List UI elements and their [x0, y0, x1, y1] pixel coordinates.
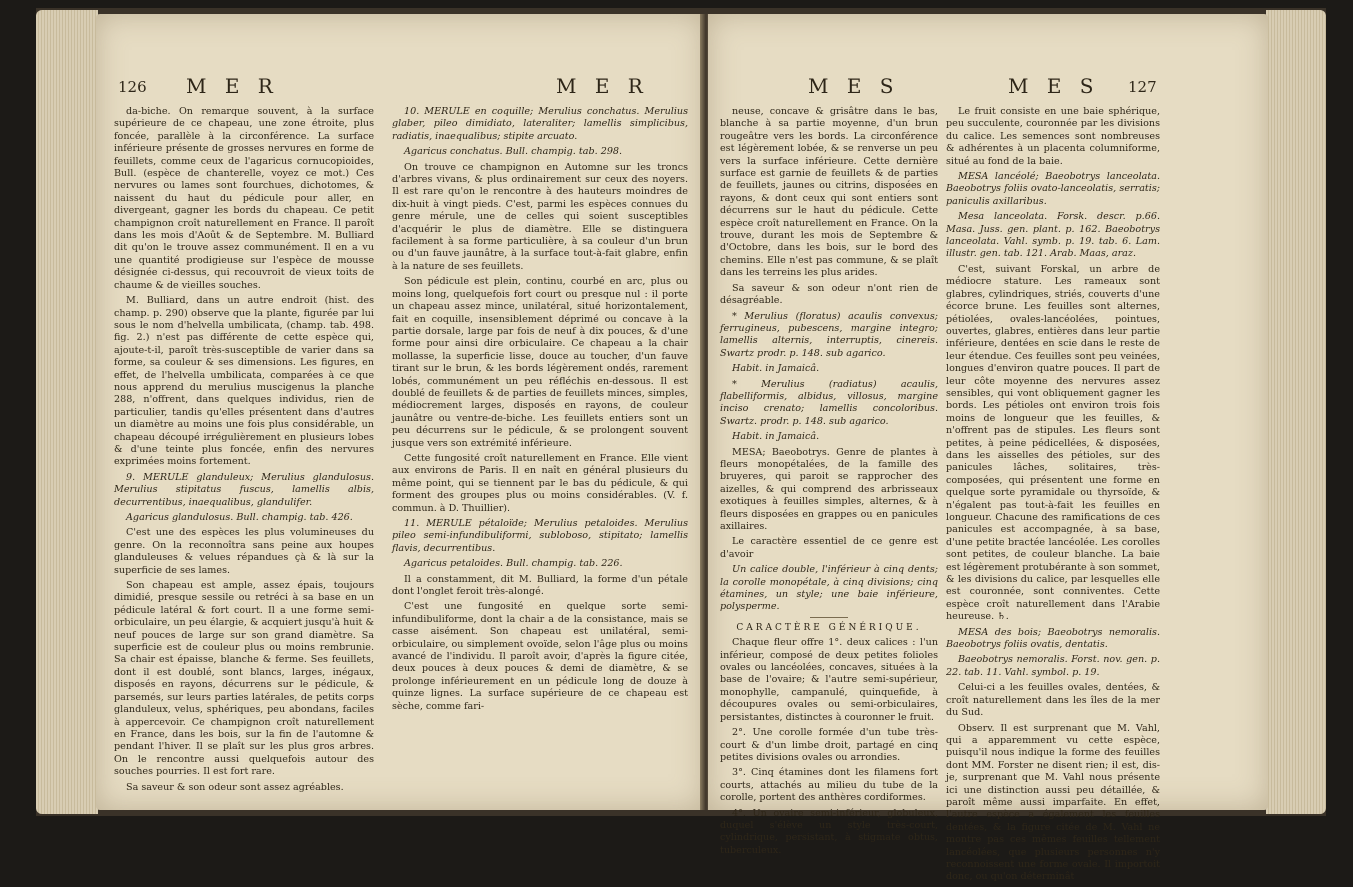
- left-page: [96, 14, 704, 810]
- species-heading: 10. MERULE en coquille; Merulius conchatus. Merulius glaber, pileo dimidiato, lateraliter; lamellis simplicibus, radiatis, inaequalibus; stipite arcuato.: [392, 106, 688, 142]
- paragraph: Observ. Il est surprenant que M. Vahl, qui a apparemment vu cette espèce, puisqu'il nous indique la forme des feuilles dont MM. Forster ne disent rien; il est, dis-je, surprenant que M. Vahl nous présente ici une distinction aussi peu détaillée, & paroît même aussi imparfaite. En effet, l'autre espèce a également les feuilles dentées, & la figure citée de M. Vahl ne montre pas ces mêmes feuilles tellement lancéolées, que plusieurs personnes n'y reconnoissent une forme ovale. Il importoit donc, ou qu'on déterminât: [946, 722, 1160, 883]
- essential-character: Un calice double, l'inférieur à cinq dents; la corolle monopétale, à cinq divisions; cinq étamines, un style; une baie inférieure, polysperme.: [720, 564, 938, 613]
- genus-entry: MESA; Baeobotrys. Genre de plantes à fleurs monopétalées, de la famille des bruyeres, qui paroit se rapprocher des aizelles, & qui comprend des arbrisseaux exotiques à feuilles simples, alternes, & à fleurs disposées en grappes ou en panicules axillaires.: [720, 446, 938, 532]
- synonym: Baeobotrys nemoralis. Forst. nov. gen. p. 22. tab. 11. Vahl. symbol. p. 19.: [946, 654, 1160, 678]
- paragraph: Le fruit consiste en une baie sphérique, peu succulente, couronnée par les divisions du calice. Les semences sont nombreuses & adhérentes à un placenta columniforme, situé au fond de la baie.: [946, 106, 1160, 167]
- left-page-edges: [36, 10, 98, 814]
- synonym: Agaricus conchatus. Bull. champig. tab. 298.: [404, 146, 623, 158]
- paragraph: Il a constamment, dit M. Bulliard, la forme d'un pétale dont l'onglet feroit très-alongé.: [392, 573, 688, 598]
- section-heading: CARACTÈRE GÉNÉRIQUE.: [736, 622, 922, 633]
- species-heading: 9. MERULE glanduleux; Merulius glandulosus. Merulius stipitatus fuscus, lamellis albis, decurrentibus, inaequalibus, glandulifer.: [114, 471, 374, 508]
- paragraph: On trouve ce champignon en Automne sur les troncs d'arbres vivans, & plus ordinairement sur ceux des noyers. Il est rare qu'on le rencontre à des hauteurs moindres de dix-huit à vingt pieds. C'est, parmi les espèces connues du genre mérule, une de celles qui soient susceptibles d'acquérir le plus de diamètre. Elle se distinguera facilement à sa forme particulière, à sa couleur d'un brun ou d'un fauve jaunâtre, à la surface tout-à-fait glabre, enfin à la nature de ses feuillets.: [392, 161, 688, 272]
- species-note: * Merulius (radiatus) acaulis, flabelliformis, albidus, villosus, margine inciso crenato; lamellis concoloribus. Swartz. prodr. p. 148. sub agarico.: [720, 378, 938, 427]
- right-page: [708, 14, 1268, 883]
- paragraph: Son chapeau est ample, assez épais, toujours dimidié, presque sessile ou retréci à sa base en un pédicule latéral & fort court. Il a une forme semi-orbiculaire, un peu élargie, & acquiert jusqu'à huit & neuf pouces de large sur son grand diamètre. Sa superficie est de couleur plus ou moins rembrunie. Sa chair est épaisse, blanche & ferme. Ses feuillets, dont il est doublé, sont blancs, larges, inégaux, disposés en rayons, décurrens sur le pédicule, & parsemés, sur leurs parties latérales, de petits corps glanduleux, velus, sphériques, peu abondans, faciles à appercevoir. Ce champignon croît naturellement en France, dans les bois, sur la fin de l'automne & pendant l'hiver. Il se plaît sur les plus gros arbres. On le rencontre aussi quelquefois autour des souches pourries. Il est fort rare.: [114, 580, 374, 778]
- species-heading: 11. MERULE pétaloïde; Merulius petaloides. Merulius pileo semi-infundibuliformi, subloboso, stipitato; lamellis flavis, decurrentibus.: [392, 518, 688, 554]
- species-note: * Merulius (floratus) acaulis convexus; ferrugineus, pubescens, margine integro; lamellis alternis, interruptis, cinereis. Swartz prodr. p. 148. sub agarico.: [720, 310, 938, 359]
- species-heading: MESA des bois; Baeobotrys nemoralis. Baeobotrys foliis ovatis, dentatis.: [946, 626, 1160, 651]
- paragraph: da-biche. On remarque souvent, à la surface supérieure de ce chapeau, une zone étroite, plus foncée, parallèle à la circonférence. La surface inférieure présente de grosses nervures en forme de feuillets, comme ceux de l'agaricus cornucopioides, Bull. (espèce de chanterelle, voyez ce mot.) Ces nervures ou lames sont fourchues, dichotomes, & naissent du haut du pédicule pour aller, en divergeant, gagner les bords du chapeau. Ce petit champignon croît naturellement en France. Il paroît dans les mois d'Août & de Septembre. M. Bulliard dit qu'on le trouve assez communément. Il en a vu une quantité prodigieuse sur l'espèce de mousse désignée ci-dessus, qui recouvroit de vieux toits de chaume & de vieilles souches.: [114, 106, 374, 291]
- paragraph: Le caractère essentiel de ce genre est d'avoir: [720, 536, 938, 560]
- running-head-outer: M E S: [1008, 74, 1100, 98]
- species-heading: MESA lancéolé; Baeobotrys lanceolata. Baeobotrys foliis ovato-lanceolatis, serratis; paniculis axillaribus.: [946, 171, 1160, 207]
- paragraph: C'est, suivant Forskal, un arbre de médiocre stature. Les rameaux sont glabres, cylindriques, striés, couverts d'une écorce brune. Les feuilles sont alternes, pétiolées, ovales-lancéolées, pointues, ouvertes, glabres, entières dans leur partie inférieure, dentées en scie dans le reste de leur étendue. Ces feuilles sont peu veinées, longues d'environ quatre pouces. Il part de leur côte moyenne des nervures assez sensibles, qui vont obliquement gagner les bords. Les pétioles ont environ trois fois moins de longueur que les feuilles, & n'offrent pas de stipules. Les fleurs sont petites, à peine pédicellées, & disposées, dans les aisselles des pétioles, sur des panicules lâches, solitaires, très-composées, qui présentent une forme en quelque sorte pyramidale ou thyrsoïde, & n'égalent pas tout-à-fait les feuilles en longueur. Chacune des ramifications de ces panicules est accompagnée, à sa base, d'une petite bractée lancéolée. Les corolles sont petites, de couleur blanche. La baie est légèrement protubérante à son sommet, & les divisions du calice, par lesquelles elle est couronnée, sont conniventes. Cette espèce croît naturellement dans l'Arabie heureuse. ♄.: [946, 263, 1160, 623]
- running-head-outer: M E R: [186, 74, 279, 98]
- left-running-head: [96, 74, 704, 104]
- paragraph: M. Bulliard, dans un autre endroit (hist. des champ. p. 290) observe que la plante, figurée par lui sous le nom d'helvella umbilicata, (champ. tab. 498. fig. 2.) n'est pas différente de cette espèce qui, ajoute-t-il, paroît très-susceptible de varier dans sa forme, sa couleur & ses dimensions. Les figures, en effet, de l'helvella umbilicata, comparées à ce que nous apprend du merulius muscigenus la planche 288, n'offrent, dans quelques individus, rien de particulier, tandis qu'elles présentent dans d'autres un diamètre au moins une fois plus considérable, un chapeau découpé irrégulièrement en plusieurs lobes & d'une teinte plus foncée, enfin des nervures exprimées moins fortement.: [114, 295, 374, 468]
- paragraph: 2°. Une corolle formée d'un tube très-court & d'un limbe droit, partagé en cinq petites divisions ovales ou arrondies.: [720, 727, 938, 763]
- right-page-edges: [1266, 10, 1326, 814]
- paragraph: 3°. Cinq étamines dont les filamens fort courts, attachés au milieu du tube de la corolle, portent des anthères cordiformes.: [720, 767, 938, 804]
- running-head-inner: M E R: [556, 74, 649, 98]
- left-column-1: [114, 106, 374, 797]
- paragraph: C'est une des espèces les plus volumineuses du genre. On la reconnoîtra sans peine aux houpes glanduleuses & velues répandues çà & là sur la superficie de ses lames.: [114, 527, 374, 576]
- synonym: Agaricus glandulosus. Bull. champig. tab. 426.: [126, 512, 353, 523]
- habitat: Habit. in Jamaicâ.: [732, 431, 820, 443]
- paragraph: Son pédicule est plein, continu, courbé en arc, plus ou moins long, quelquefois fort court ou presque nul : il porte un chapeau assez mince, unilatéral, situé horizontalement, fait en coquille, insensiblement déprimé ou concave à la partie dorsale, large par fois de neuf à dix pouces, & d'une forme pour ainsi dire orbiculaire. Ce chapeau a la chair mollasse, la superficie lisse, douce au toucher, d'un fauve tirant sur le brun, & les bords légèrement ondés, rarement lobés, communément un peu réfléchis en-dessous. Il est doublé de feuillets & de parties de feuillets minces, simples, médiocrement larges, disposés en rayons, de couleur jaunâtre ou ventre-de-biche. Les feuillets entiers sont un peu décurrens sur le pédicule, & se prolongent souvent jusque vers son extrémité inférieure.: [392, 276, 688, 449]
- synonym: Agaricus petaloides. Bull. champig. tab. 226.: [404, 558, 623, 570]
- paragraph: 4°. Un ovaire semi-inférieur, globuleux, duquel s'élève un style très-court, cylindrique, persistant, à stigmate obtus, tuberculeux.: [720, 807, 938, 856]
- paragraph: Cette fungosité croît naturellement en France. Elle vient aux environs de Paris. Il en naît en général plusieurs du même point, qui se tiennent par le bas du pédicule, & qui forment des groupes plus ou moins considérables. (V. f. commun. à D. Thuillier).: [392, 452, 688, 514]
- page-number: 127: [1128, 78, 1157, 96]
- paragraph: Celui-ci a les feuilles ovales, dentées, & croît naturellement dans les îles de la mer du Sud.: [946, 682, 1160, 719]
- divider: [810, 617, 848, 618]
- right-running-head: [708, 74, 1268, 104]
- right-column-2: [946, 106, 1160, 887]
- paragraph: Chaque fleur offre 1°. deux calices : l'un inférieur, composé de deux petites folioles ovales ou lancéolées, concaves, situées à la base de l'ovaire; & l'autre semi-supérieur, monophylle, campanulé, quinquefide, à découpures ovales ou semi-orbiculaires, persistantes, distinctes à couronner le fruit.: [720, 637, 938, 723]
- page-number: 126: [118, 78, 147, 96]
- paragraph: Sa saveur & son odeur sont assez agréables.: [126, 781, 344, 793]
- paragraph: neuse, concave & grisâtre dans le bas, blanche à sa partie moyenne, d'un brun rougeâtre vers les bords. La circonférence est légèrement lobée, & se renverse un peu vers la surface inférieure. Cette dernière surface est garnie de feuillets & de parties de feuillets, jaunes ou citrins, disposées en rayons, & dont ceux qui sont entiers sont décurrens sur le haut du pédicule. Cette espèce croît naturellement en France. On la trouve, durant les mois de Septembre & d'Octobre, dans les bois, sur le bord des chemins. Elle n'est pas commune, & se plaît dans les terreins les plus arides.: [720, 106, 938, 279]
- right-column-1: [720, 106, 938, 860]
- paragraph: C'est une fungosité en quelque sorte semi-infundibuliforme, dont la chair a de la consistance, mais se casse aisément. Son chapeau est unilatéral, semi-orbiculaire, ou simplement ovoïde, selon l'âge plus ou moins avancé de l'individu. Il paroît avoir, d'après la figure citée, deux pouces à deux pouces & demi de diamètre, & se prolonge inférieurement en un pédicule long de douze à quinze lignes. La surface supérieure de ce chapeau est sèche, comme fari-: [392, 601, 688, 712]
- paragraph: Sa saveur & son odeur n'ont rien de désagréable.: [720, 282, 938, 307]
- synonym: Mesa lanceolata. Forsk. descr. p.66. Masa. Juss. gen. plant. p. 162. Baeobotrys lanceolata. Vahl. symb. p. 19. tab. 6. Lam. illustr. gen. tab. 121. Arab. Maas, araz.: [946, 211, 1160, 260]
- habitat: Habit. in Jamaicâ.: [732, 363, 820, 375]
- book-spread: [36, 8, 1326, 883]
- left-column-2: [392, 106, 688, 716]
- running-head-inner: M E S: [808, 74, 900, 98]
